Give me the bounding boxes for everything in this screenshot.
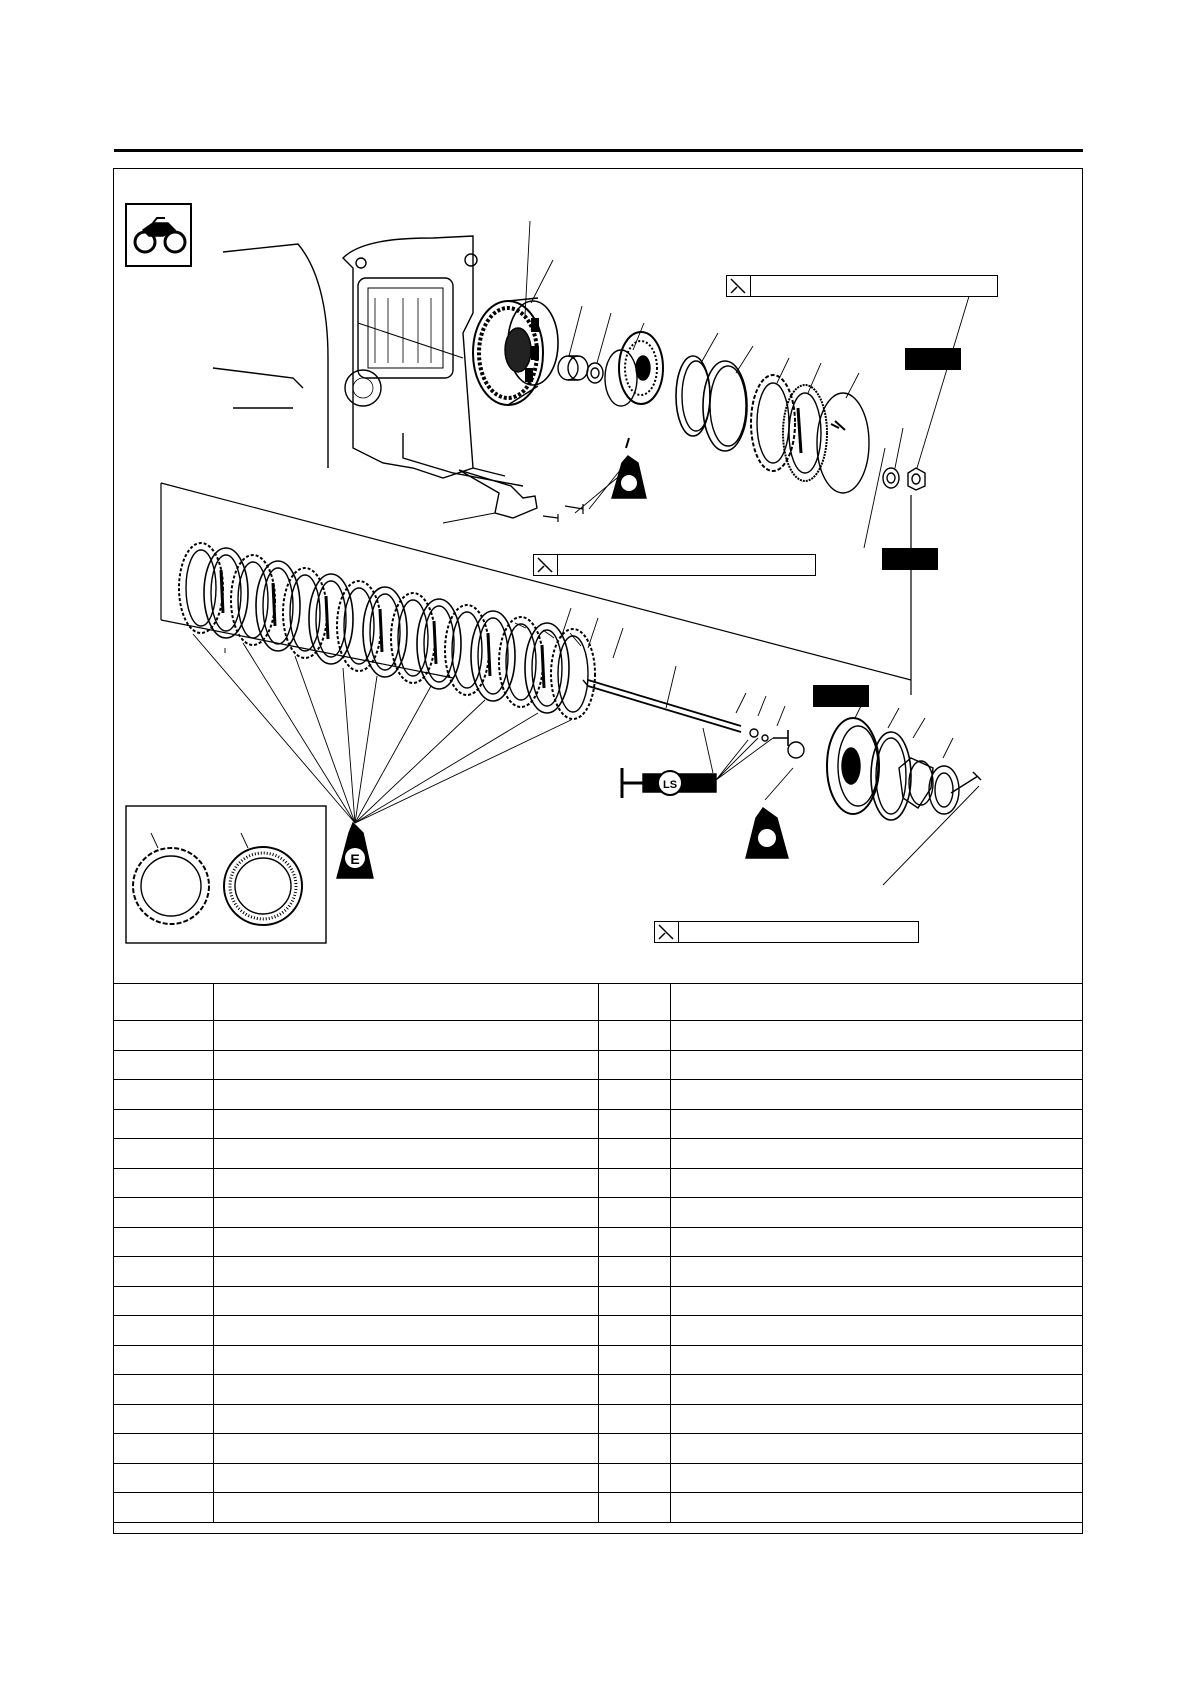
table-cell xyxy=(599,1109,671,1139)
table-cell xyxy=(214,984,599,1021)
table-row xyxy=(114,1345,1083,1375)
collar-and-washer xyxy=(558,356,603,383)
crankcase xyxy=(213,236,523,486)
oil-can-icon xyxy=(746,768,793,858)
table-cell xyxy=(671,1316,1083,1346)
table-cell xyxy=(214,1080,599,1110)
top-rule xyxy=(114,149,1083,152)
push-rod xyxy=(583,666,741,732)
table-cell xyxy=(671,1345,1083,1375)
table-cell xyxy=(214,1316,599,1346)
table-row xyxy=(114,1227,1083,1257)
table-cell xyxy=(599,1050,671,1080)
pressure-plate-assembly xyxy=(827,698,981,885)
table-cell xyxy=(114,1404,214,1434)
table-row xyxy=(114,1021,1083,1051)
new-part-tag-icon xyxy=(905,348,961,370)
table-cell xyxy=(214,1404,599,1434)
table-cell xyxy=(114,1286,214,1316)
table-cell xyxy=(114,1345,214,1375)
torque-callout-bottom xyxy=(654,921,919,943)
table-row xyxy=(114,1198,1083,1228)
wire-circlips xyxy=(676,356,747,451)
torque-callout-top xyxy=(726,275,998,297)
table-row xyxy=(114,1286,1083,1316)
table-cell xyxy=(114,1316,214,1346)
table-cell xyxy=(214,1139,599,1169)
table-cell xyxy=(671,1404,1083,1434)
table-cell xyxy=(599,1286,671,1316)
table-cell xyxy=(671,1257,1083,1287)
parts-table xyxy=(113,983,1083,1523)
torque-wrench-icon xyxy=(655,922,679,942)
table-row xyxy=(114,1139,1083,1169)
table-cell xyxy=(599,1345,671,1375)
clutch-housing xyxy=(473,298,558,405)
plate-detail-inset xyxy=(126,806,326,943)
table-cell xyxy=(671,1493,1083,1523)
torque-callout-middle xyxy=(533,554,816,576)
table-cell xyxy=(214,1463,599,1493)
table-row xyxy=(114,1050,1083,1080)
table-cell xyxy=(114,1198,214,1228)
table-cell xyxy=(599,984,671,1021)
table-cell xyxy=(214,1434,599,1464)
table-row xyxy=(114,1375,1083,1405)
table-cell xyxy=(114,984,214,1021)
lithium-soap-grease-icon xyxy=(622,768,716,798)
table-cell xyxy=(599,1021,671,1051)
table-cell xyxy=(599,1227,671,1257)
table-cell xyxy=(214,1227,599,1257)
table-row xyxy=(114,1404,1083,1434)
table-cell xyxy=(214,1198,599,1228)
table-cell xyxy=(214,1021,599,1051)
table-cell xyxy=(671,1080,1083,1110)
table-row xyxy=(114,1168,1083,1198)
table-cell xyxy=(214,1109,599,1139)
table-row xyxy=(114,1080,1083,1110)
table-cell xyxy=(599,1139,671,1169)
table-cell xyxy=(599,1168,671,1198)
table-cell xyxy=(599,1493,671,1523)
table-cell xyxy=(214,1257,599,1287)
table-cell xyxy=(671,1050,1083,1080)
table-cell xyxy=(671,1375,1083,1405)
table-cell xyxy=(114,1227,214,1257)
table-cell xyxy=(671,1109,1083,1139)
table-cell xyxy=(599,1080,671,1110)
table-cell xyxy=(599,1434,671,1464)
new-part-tag-icon xyxy=(813,685,869,707)
table-row xyxy=(114,1109,1083,1139)
svg-text:E: E xyxy=(350,851,360,867)
torque-wrench-icon xyxy=(727,276,751,296)
svg-text:LS: LS xyxy=(662,779,678,791)
table-row xyxy=(114,1434,1083,1464)
table-cell xyxy=(214,1345,599,1375)
table-cell xyxy=(671,1139,1083,1169)
push-rod-small-parts xyxy=(736,693,804,758)
table-cell xyxy=(114,1050,214,1080)
table-row xyxy=(114,1316,1083,1346)
top-plates xyxy=(751,375,869,493)
table-cell xyxy=(214,1286,599,1316)
table-cell xyxy=(114,1109,214,1139)
table-cell xyxy=(114,1080,214,1110)
table-row xyxy=(114,1493,1083,1523)
table-cell xyxy=(671,1463,1083,1493)
table-cell xyxy=(671,1021,1083,1051)
clutch-boss xyxy=(605,332,663,406)
table-cell xyxy=(671,984,1083,1021)
table-cell xyxy=(114,1168,214,1198)
table-cell xyxy=(599,1375,671,1405)
table-cell xyxy=(671,1286,1083,1316)
table-cell xyxy=(114,1434,214,1464)
oil-can-icon xyxy=(612,438,646,498)
table-cell xyxy=(114,1021,214,1051)
table-cell xyxy=(599,1463,671,1493)
table-cell xyxy=(214,1050,599,1080)
table-cell xyxy=(599,1316,671,1346)
table-cell xyxy=(599,1257,671,1287)
table-cell xyxy=(214,1493,599,1523)
table-row xyxy=(114,984,1083,1021)
table-cell xyxy=(599,1198,671,1228)
table-cell xyxy=(671,1434,1083,1464)
table-cell xyxy=(114,1463,214,1493)
table-cell xyxy=(114,1139,214,1169)
torque-wrench-icon xyxy=(534,555,558,575)
motorcycle-icon xyxy=(126,204,191,266)
new-part-tag-icon xyxy=(882,548,938,570)
table-cell xyxy=(671,1198,1083,1228)
clutch-exploded-diagram xyxy=(113,168,1083,983)
table-cell xyxy=(214,1168,599,1198)
table-cell xyxy=(671,1227,1083,1257)
table-row xyxy=(114,1257,1083,1287)
table-cell xyxy=(214,1375,599,1405)
table-cell xyxy=(114,1257,214,1287)
clutch-boss-nut xyxy=(883,468,925,490)
table-row xyxy=(114,1463,1083,1493)
table-cell xyxy=(114,1493,214,1523)
table-cell xyxy=(599,1404,671,1434)
engine-oil-icon xyxy=(337,823,373,878)
table-cell xyxy=(671,1168,1083,1198)
table-cell xyxy=(114,1375,214,1405)
